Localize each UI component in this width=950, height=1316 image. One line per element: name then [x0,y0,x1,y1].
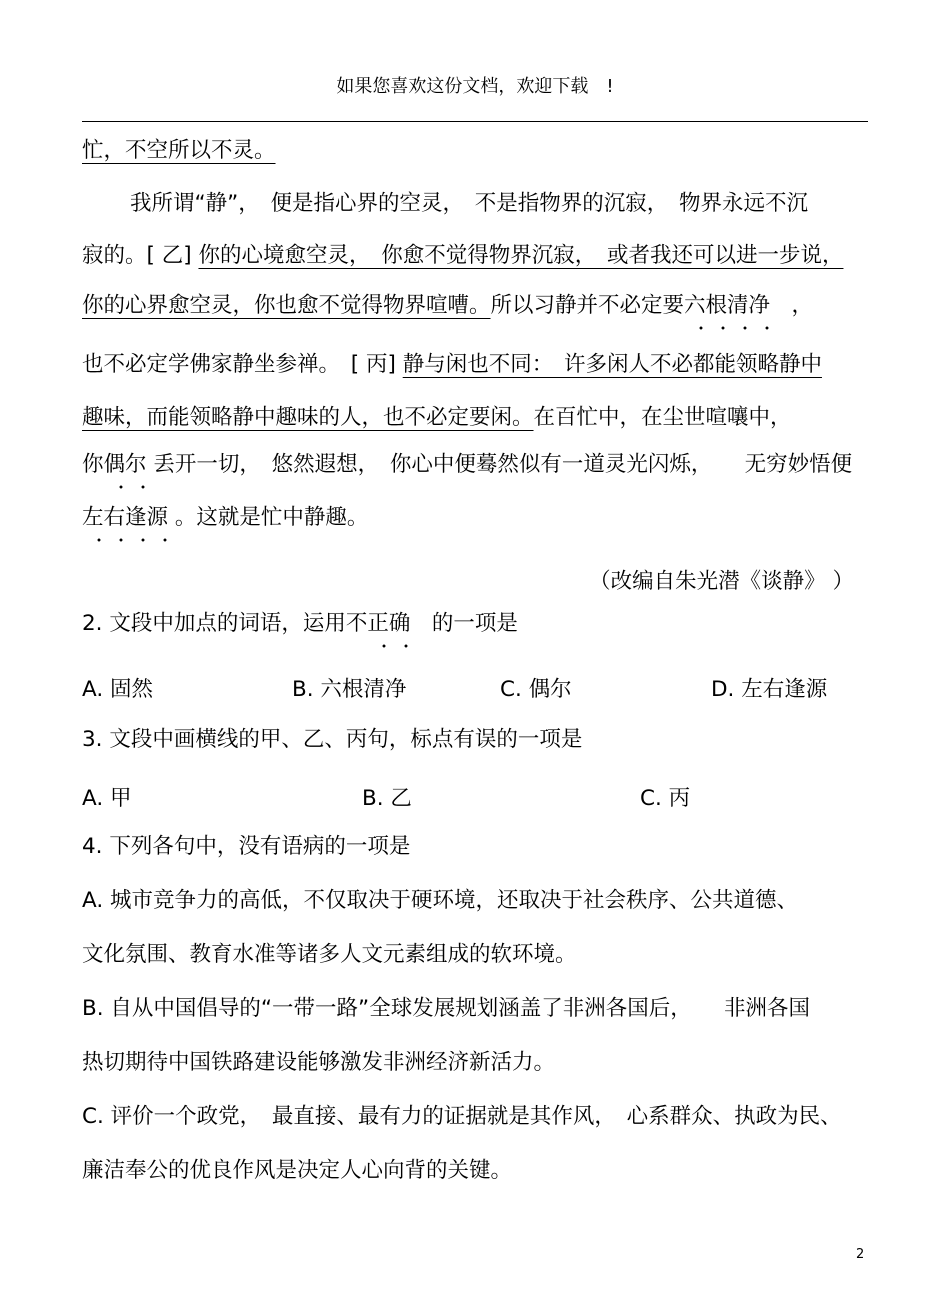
question-text: 的一项是 [410,611,518,636]
emphasized-word-ouer: 偶尔 [104,450,147,480]
question-text: 2. 文段中加点的词语，运用不 [82,611,368,636]
underlined-sentence-yi-end: 你的心界愈空灵，你也愈不觉得物界喧嘈。 [82,293,491,318]
header-divider [82,121,868,122]
q3-option-a: A. 甲 [82,786,132,811]
label-bing: 也不必定学佛家静坐参禅。 [ 丙] [82,352,403,377]
q4-option-b-line-2: 热切期待中国铁路建设能够激发非洲经济新活力。 [82,1050,556,1075]
q4-option-c-line-2: 廉洁奉公的优良作风是决定人心向背的关键。 [82,1158,513,1183]
q4-option-a-line-2: 文化氛围、教育水准等诸多人文元素组成的软环境。 [82,942,577,967]
question-3-stem: 3. 文段中画横线的甲、乙、丙句，标点有误的一项是 [82,727,583,752]
passage-line-2: 我所谓“静”， 便是指心界的空灵， 不是指物界的沉寂， 物界永远不沉 [130,191,809,216]
passage-line-4 [82,291,813,321]
label-yi: 寂的。[ 乙] [82,243,199,268]
source-citation: （改编自朱光潜《谈静》 ） [589,569,854,594]
q2-option-c: C. 偶尔 [500,677,572,702]
q4-option-c-line-1: C. 评价一个政党， 最直接、最有力的证据就是其作风， 心系群众、执政为民、 [82,1104,842,1129]
underlined-sentence-bing-end: 趣味，而能领略静中趣味的人，也不必定要闲。 [82,405,534,430]
question-4-stem: 4. 下列各句中，没有语病的一项是 [82,834,411,859]
passage-text: 你 [82,452,104,477]
passage-line-6 [82,403,792,433]
q2-option-b: B. 六根清净 [292,677,407,702]
passage-line-7 [82,450,852,480]
passage-text: 丢开一切， 悠然遐想， 你心中便蓦然似有一道灵光闪烁， 无穷妙悟便 [146,452,853,477]
passage-text: 所以习静并不必定要 [490,293,685,318]
emphasized-word-zuoyou: 左右逢源 [82,503,168,533]
q2-option-a: A. 固然 [82,677,153,702]
underlined-sentence-yi: 你的心境愈空灵， 你愈不觉得物界沉寂， 或者我还可以进一步说， [198,243,844,268]
question-2-stem [82,609,518,639]
q3-option-c: C. 丙 [640,786,691,811]
passage-line-5 [82,350,822,380]
passage-line-1 [82,136,276,166]
underlined-sentence-jia-end: 忙，不空所以不灵。 [82,138,276,163]
q4-option-b-line-1: B. 自从中国倡导的“一带一路”全球发展规划涵盖了非洲各国后， 非洲各国 [82,996,810,1021]
q3-option-b: B. 乙 [362,786,412,811]
download-banner: 如果您喜欢这份文档，欢迎下载 ! [336,76,614,97]
q4-option-a-line-1: A. 城市竞争力的高低，不仅取决于硬环境，还取决于社会秩序、公共道德、 [82,888,799,913]
passage-line-8 [82,503,368,533]
passage-text: ， [770,293,814,318]
passage-line-3 [82,241,843,271]
passage-text: 在百忙中，在尘世喧嚷中， [533,405,792,430]
page-number: 2 [856,1247,865,1262]
q2-option-d: D. 左右逢源 [711,677,828,702]
emphasized-word-zhengque: 正确 [367,609,410,639]
underlined-sentence-bing: 静与闲也不同： 许多闲人不必都能领略静中 [402,352,822,377]
passage-text: 。这就是忙中静趣。 [168,505,369,530]
emphasized-word-liugen: 六根清净 [684,291,770,321]
